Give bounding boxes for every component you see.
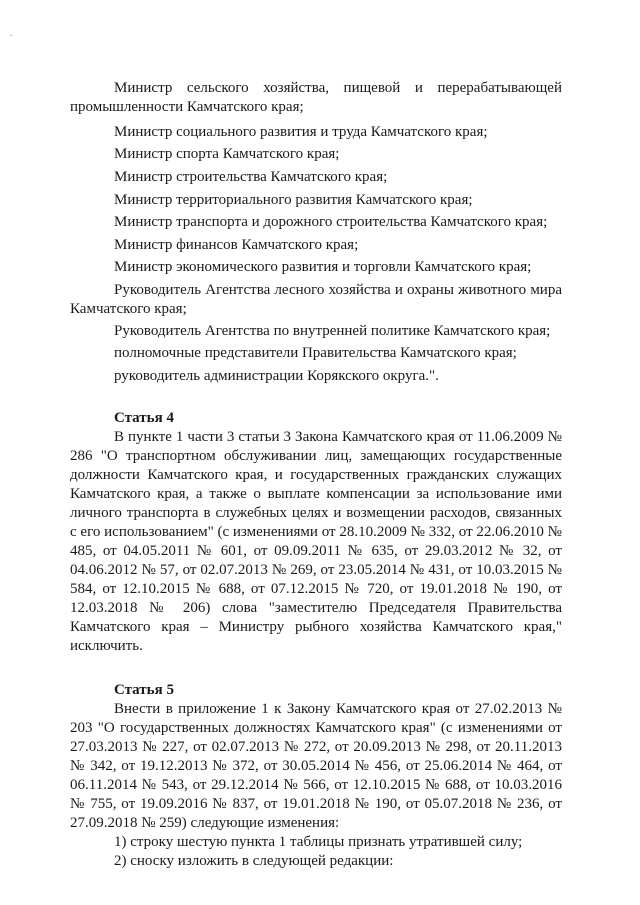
list-item: Министр экономического развития и торговли Камчатского края; (114, 259, 532, 275)
article-5-item: 1) строку шестую пункта 1 таблицы признать утратившей силу; (114, 834, 523, 850)
document-body (70, 0, 562, 871)
list-item: Министр территориального развития Камчатского края; (114, 192, 473, 208)
list-item: полномочные представители Правительства Камчатского края; (114, 345, 517, 361)
list-item: Министр строительства Камчатского края; (114, 169, 388, 185)
page-mark: . (10, 28, 13, 39)
list-item: Министр финансов Камчатского края; (114, 237, 359, 253)
list-item: Министр транспорта и дорожного строительства Камчатского края; (114, 214, 548, 230)
article-4-text: В пункте 1 части 3 статьи 3 Закона Камчатского края от 11.06.2009 № 286 "О транспортном обслуживании лиц, замещающих государственные должности Камчатского края, и государственных гражданских служащих Камчатского края, а также о выплате компенсации за использование ими личного транспорта в служебных целях и возмещении расходов, связанных с его использованием" (с изменениями от 28.10.2009 № 332, от 22.06.2010 № 485, от 04.05.2011 № 601, от 09.09.2011 № 635, от 29.03.2012 № 32, от 04.06.2012 № 57, от 02.07.2013 № 269, от 23.05.2014 № 431, от 10.03.2015 № 584, от 12.10.2015 № 688, от 07.12.2015 № 720, от 19.01.2018 № 190, от 12.03.2018 № 206) слова "заместителю Председателя Правительства Камчатского края – Министру рыбного хозяйства Камчатского края," исключить. (70, 429, 562, 654)
list-item: Министр социального развития и труда Камчатского края; (114, 124, 488, 140)
article-5-text: Внести в приложение 1 к Закону Камчатского края от 27.02.2013 № 203 "О государственных должностях Камчатского края" (с изменениями от 27.03.2013 № 227, от 02.07.2013 № 272, от 20.09.2013 № 298, от 20.11.2013 № 342, от 19.12.2013 № 372, от 30.05.2014 № 456, от 25.06.2014 № 464, от 06.11.2014 № 543, от 29.12.2014 № 566, от 12.10.2015 № 688, от 10.03.2016 № 755, от 19.09.2016 № 837, от 19.01.2018 № 190, от 05.07.2018 № 236, от 27.09.2018 № 259) следующие изменения: (70, 701, 562, 831)
list-item: Руководитель Агентства лесного хозяйства и охраны животного мира Камчатского края; (70, 282, 562, 317)
article-5-heading: Статья 5 (114, 682, 174, 698)
list-item: Министр сельского хозяйства, пищевой и перерабатывающей промышленности Камчатского края; (70, 80, 562, 115)
article-5-item: 2) сноску изложить в следующей редакции: (114, 853, 394, 869)
article-4-heading: Статья 4 (114, 410, 174, 426)
list-item: Министр спорта Камчатского края; (114, 146, 340, 162)
list-item: Руководитель Агентства по внутренней политике Камчатского края; (114, 323, 551, 339)
list-item: руководитель администрации Корякского округа.". (114, 368, 439, 384)
